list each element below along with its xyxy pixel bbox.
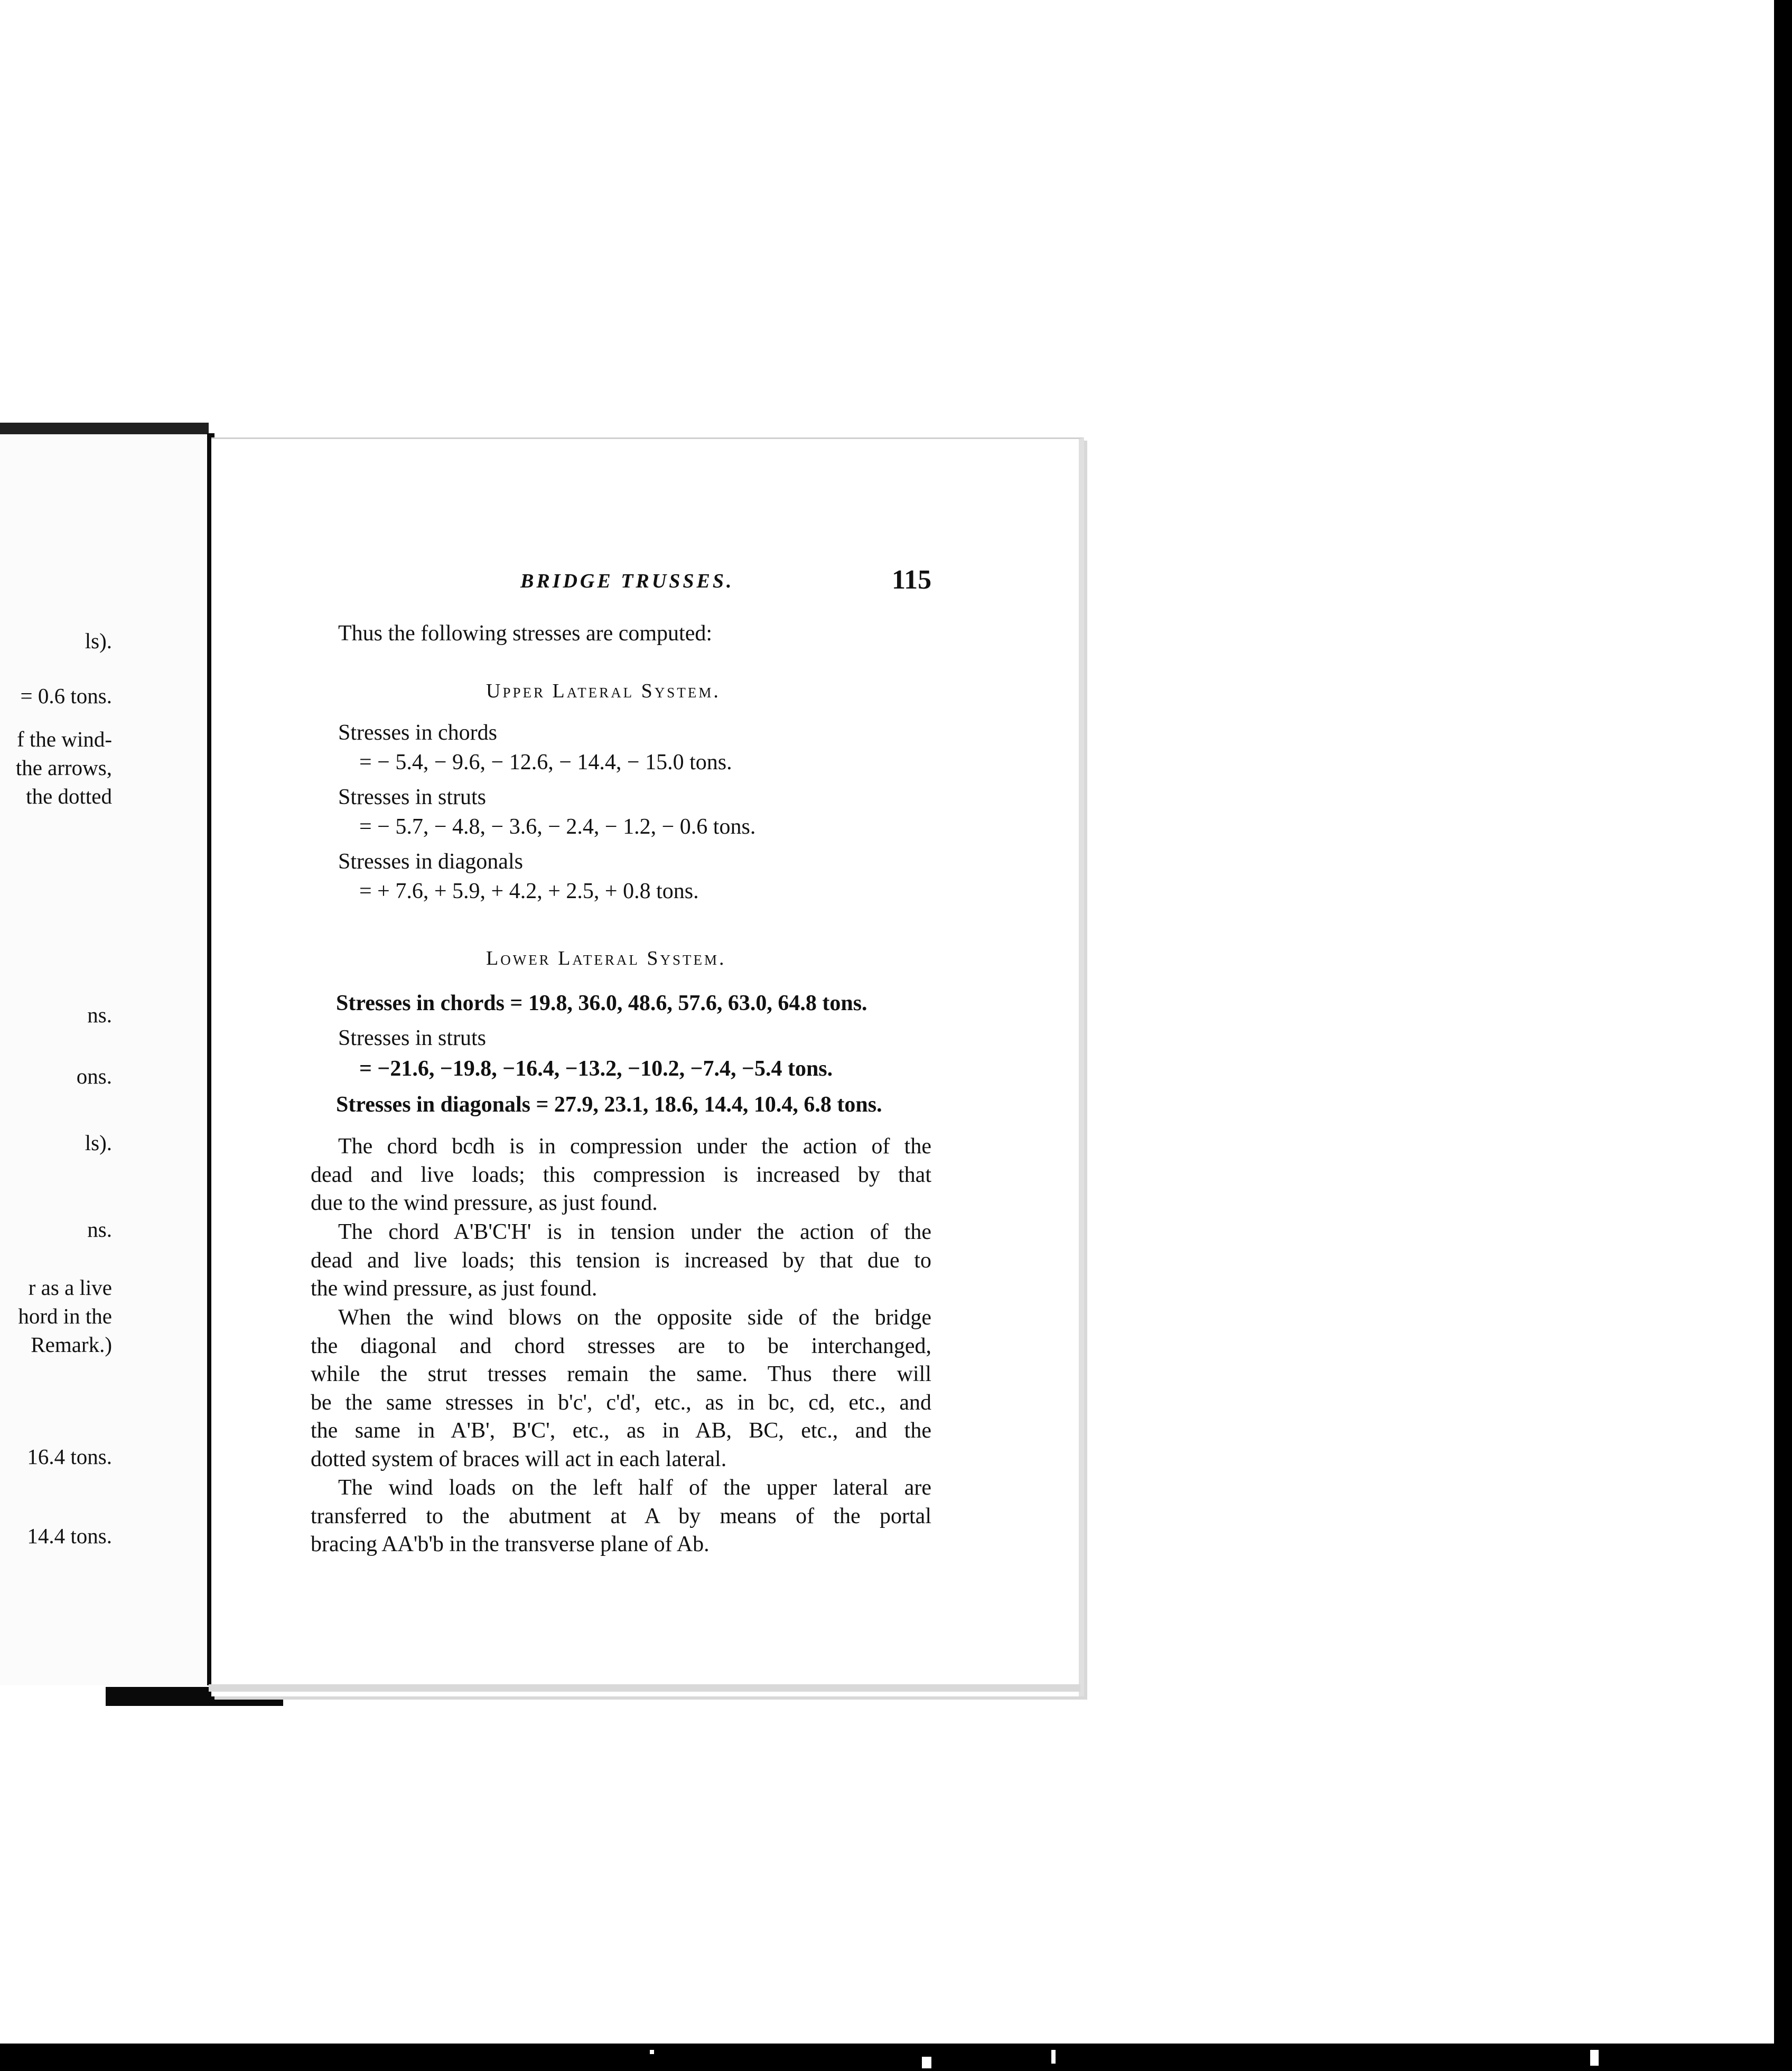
left-text-fragment: ns. <box>87 1003 112 1027</box>
intro-line: Thus the following stresses are computed: <box>338 621 713 646</box>
left-text-fragment: hord in the <box>18 1304 112 1328</box>
left-page-top-edge <box>0 423 209 434</box>
left-text-fragment: ls). <box>85 629 112 653</box>
paragraph-portal-bracing <box>311 1474 931 1559</box>
text-line: bracing AA'b'b in the transverse plane of Ab. <box>311 1532 710 1556</box>
text-line: be the same stresses in b'c', c'd', etc., as in bc, cd, etc., and <box>311 1390 931 1415</box>
left-text-fragment: the dotted <box>26 784 112 808</box>
lower-chords-line: Stresses in chords = 19.8, 36.0, 48.6, 57.6, 63.0, 64.8 tons. <box>336 991 867 1015</box>
scan-speck <box>650 2050 654 2054</box>
left-text-fragment: ons. <box>76 1064 112 1088</box>
page-number: 115 <box>892 565 932 595</box>
lower-struts-label: Stresses in struts <box>338 1026 487 1050</box>
upper-struts-values: = − 5.7, − 4.8, − 3.6, − 2.4, − 1.2, − 0.6 tons. <box>359 815 756 839</box>
scan-speck <box>922 2057 931 2068</box>
left-text-fragment: 16.4 tons. <box>27 1444 112 1469</box>
text-line: The wind loads on the left half of the upper lateral are <box>338 1476 931 1500</box>
paragraph-tension <box>311 1218 931 1303</box>
scan-border-bottom <box>0 2044 1792 2071</box>
text-line: the same in A'B', B'C', etc., as in AB, BC, etc., and the <box>311 1419 931 1443</box>
upper-chords-values: = − 5.4, − 9.6, − 12.6, − 14.4, − 15.0 tons. <box>359 750 732 775</box>
left-text-fragment: 14.4 tons. <box>27 1524 112 1548</box>
upper-diagonals-values: = + 7.6, + 5.9, + 4.2, + 2.5, + 0.8 tons. <box>359 879 699 903</box>
text-line: The chord A'B'C'H' is in tension under the action of the <box>338 1220 931 1244</box>
left-text-fragment: ns. <box>87 1217 112 1242</box>
page-bottom-shadow <box>209 1684 1080 1692</box>
upper-lateral-heading: Upper Lateral System. <box>486 680 721 702</box>
lower-struts-values: = −21.6, −19.8, −16.4, −13.2, −10.2, −7.4, −5.4 tons. <box>359 1057 833 1081</box>
left-text-fragment: Remark.) <box>31 1332 112 1357</box>
scan-speck <box>1590 2050 1599 2066</box>
left-text-fragment: the arrows, <box>15 755 112 780</box>
text-line: When the wind blows on the opposite side of the bridge <box>338 1305 931 1330</box>
text-line: the diagonal and chord stresses are to be interchanged, <box>311 1333 931 1358</box>
text-line: The chord bcdh is in compression under the action of the <box>338 1134 931 1159</box>
text-line: while the strut tresses remain the same. Thus there will <box>311 1362 931 1386</box>
text-line: dead and live loads; this tension is increased by that due to <box>311 1248 931 1273</box>
paragraph-opposite-wind <box>311 1304 931 1473</box>
running-head: BRIDGE TRUSSES. <box>520 570 734 592</box>
upper-struts-label: Stresses in struts <box>338 785 487 809</box>
paragraph-compression <box>311 1133 931 1218</box>
left-text-fragment: = 0.6 tons. <box>20 684 112 708</box>
text-line: transferred to the abutment at A by means of the portal <box>311 1504 931 1528</box>
scan-border-right <box>1774 0 1792 2071</box>
scan-speck <box>1051 2050 1056 2064</box>
left-text-fragment: ls). <box>85 1131 112 1155</box>
left-text-fragment: r as a live <box>28 1275 112 1300</box>
upper-diagonals-label: Stresses in diagonals <box>338 850 523 874</box>
text-line: dead and live loads; this compression is increased by that <box>311 1162 931 1187</box>
upper-chords-label: Stresses in chords <box>338 721 497 745</box>
text-line: dotted system of braces will act in each lateral. <box>311 1447 727 1471</box>
lower-diagonals-line: Stresses in diagonals = 27.9, 23.1, 18.6, 14.4, 10.4, 6.8 tons. <box>336 1093 882 1117</box>
text-line: the wind pressure, as just found. <box>311 1276 598 1301</box>
left-text-fragment: f the wind- <box>17 727 112 751</box>
left-facing-page <box>0 423 209 1685</box>
text-line: due to the wind pressure, as just found. <box>311 1191 658 1215</box>
lower-lateral-heading: Lower Lateral System. <box>486 947 726 969</box>
